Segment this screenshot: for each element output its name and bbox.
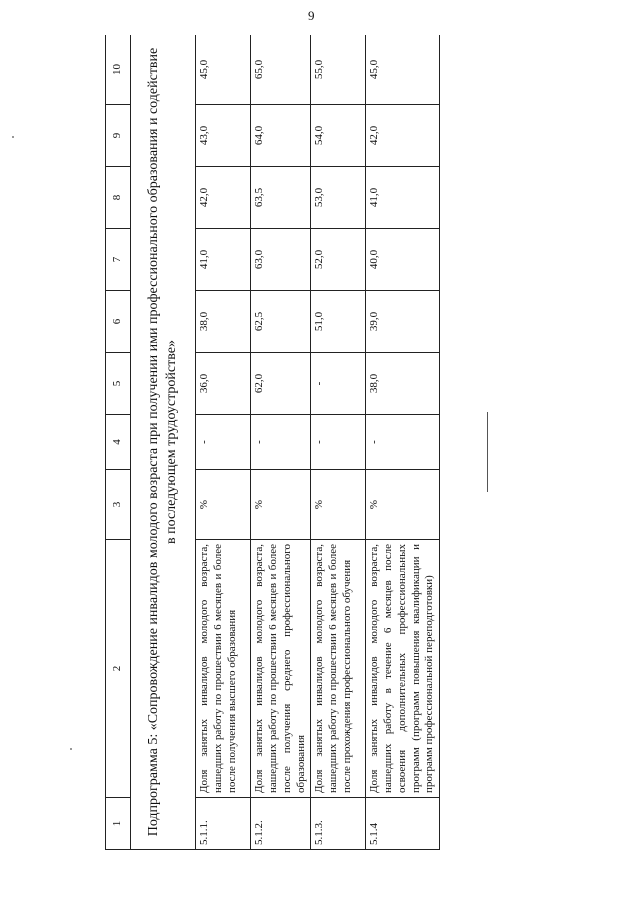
row-indicator: Доля занятых инвалидов молодого возраста, нашедших работу в течение 6 месяцев после освоения дополнительных профессиональных программ (программ повышения квалификации и программ профессиональной переподготовки) <box>366 540 440 798</box>
row-value: 65,0 <box>251 35 311 105</box>
table-row <box>196 35 251 850</box>
row-value: - <box>311 415 366 470</box>
row-code: 5.1.4 <box>366 798 440 850</box>
header-cell: 5 <box>106 353 131 415</box>
row-value: 53,0 <box>311 167 366 229</box>
row-code: 5.1.2. <box>251 798 311 850</box>
row-unit: % <box>366 470 440 540</box>
row-value: 45,0 <box>366 35 440 105</box>
scan-speck <box>12 136 14 138</box>
row-value: - <box>311 353 366 415</box>
row-value: - <box>366 415 440 470</box>
row-value: 54,0 <box>311 105 366 167</box>
row-value: 51,0 <box>311 291 366 353</box>
row-value: 38,0 <box>366 353 440 415</box>
row-value: 43,0 <box>196 105 251 167</box>
table-row <box>366 35 440 850</box>
indicators-table <box>105 35 440 850</box>
row-value: 36,0 <box>196 353 251 415</box>
subprogram-title-row <box>131 35 196 850</box>
row-code: 5.1.1. <box>196 798 251 850</box>
header-cell: 9 <box>106 105 131 167</box>
row-indicator: Доля занятых инвалидов молодого возраста, нашедших работу по прошествии 6 месяцев и более после получения высшего образования <box>196 540 251 798</box>
subprogram-title: Подпрограмма 5: «Сопровождение инвалидов молодого возраста при получении ими профессионального образования и содействие в последующем трудоустройстве» <box>131 35 196 850</box>
page-number: 9 <box>308 8 315 23</box>
scan-speck <box>70 748 72 750</box>
row-value: 42,0 <box>196 167 251 229</box>
row-value: 62,5 <box>251 291 311 353</box>
header-cell: 2 <box>106 540 131 798</box>
header-cell: 3 <box>106 470 131 540</box>
rotated-table-container <box>105 35 440 850</box>
header-cell: 1 <box>106 798 131 850</box>
row-value: - <box>196 415 251 470</box>
row-value: 41,0 <box>196 229 251 291</box>
row-value: 45,0 <box>196 35 251 105</box>
row-value: 64,0 <box>251 105 311 167</box>
row-value: 42,0 <box>366 105 440 167</box>
row-value: 55,0 <box>311 35 366 105</box>
row-value: 39,0 <box>366 291 440 353</box>
header-cell: 7 <box>106 229 131 291</box>
row-unit: % <box>251 470 311 540</box>
row-value: 63,5 <box>251 167 311 229</box>
row-value: - <box>251 415 311 470</box>
header-cell: 4 <box>106 415 131 470</box>
row-value: 38,0 <box>196 291 251 353</box>
table-row <box>251 35 311 850</box>
header-cell: 10 <box>106 35 131 105</box>
row-value: 41,0 <box>366 167 440 229</box>
header-cell: 8 <box>106 167 131 229</box>
table-header-row <box>106 35 131 850</box>
row-unit: % <box>196 470 251 540</box>
header-cell: 6 <box>106 291 131 353</box>
row-unit: % <box>311 470 366 540</box>
row-value: 52,0 <box>311 229 366 291</box>
row-indicator: Доля занятых инвалидов молодого возраста, нашедших работу по прошествии 6 месяцев и более после прохождения профессионального обучения <box>311 540 366 798</box>
row-value: 40,0 <box>366 229 440 291</box>
row-value: 63,0 <box>251 229 311 291</box>
row-value: 62,0 <box>251 353 311 415</box>
table-row <box>311 35 366 850</box>
scan-line-mark <box>487 412 488 492</box>
row-code: 5.1.3. <box>311 798 366 850</box>
row-indicator: Доля занятых инвалидов молодого возраста, нашедших работу по прошествии 6 месяцев и более после получения среднего профессионального образования <box>251 540 311 798</box>
